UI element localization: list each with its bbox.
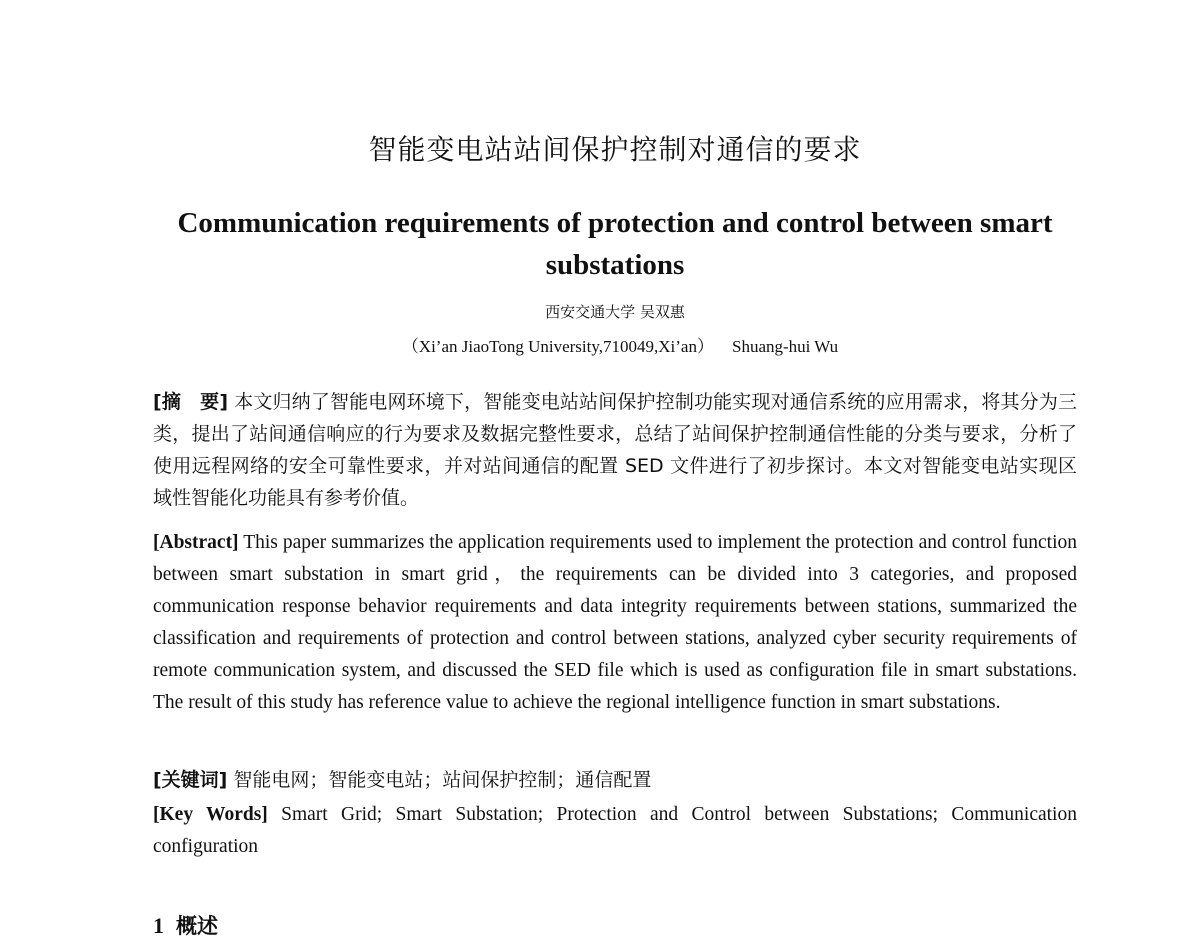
affiliation-english: （Xi’an JiaoTong University,710049,Xi’an） xyxy=(401,337,714,356)
abstract-english xyxy=(153,527,1077,719)
keywords-chinese xyxy=(153,764,1077,796)
keywords-chinese-label: [关键词] xyxy=(153,769,228,791)
abstract-english-text: This paper summarizes the application requirements used to implement the protection and control function between smart substation in smart grid，the requirements can be divided into 3 categories, and proposed communication response behavior requirements and data integrity requirements between stations, summarized the classification and requirements of protection and control between stations, analyzed cyber security requirements of remote communication system, and discussed the SED file which is used as configuration file in smart substations. The result of this study has reference value to achieve the regional intelligence function in smart substations. xyxy=(153,532,1077,713)
abstract-english-label: [Abstract] xyxy=(153,532,239,553)
keywords-english-text: Smart Grid; Smart Substation; Protection and Control between Substations; Communication configuration xyxy=(153,804,1077,857)
keywords-english-label: [Key Words] xyxy=(153,804,268,825)
abstract-chinese-label: [摘 要] xyxy=(153,391,228,413)
section-heading xyxy=(153,910,218,940)
keywords-chinese-text: 智能电网；智能变电站；站间保护控制；通信配置 xyxy=(233,769,652,791)
abstract-chinese-text: 本文归纳了智能电网环境下，智能变电站站间保护控制功能实现对通信系统的应用需求，将其分为三类，提出了站间通信响应的行为要求及数据完整性要求，总结了站间保护控制通信性能的分类与要求，分析了使用远程网络的安全可靠性要求，并对站间通信的配置 SED 文件进行了初步探讨。本文对智能变电站实现区域性智能化功能具有参考价值。 xyxy=(153,391,1077,509)
keywords-english xyxy=(153,799,1077,863)
affiliation-line xyxy=(0,332,1200,357)
author-chinese: 西安交通大学 吴双惠 xyxy=(545,303,685,321)
title-english: Communication requirements of protection and control between smart substations xyxy=(177,207,1053,281)
abstract-chinese xyxy=(153,386,1077,514)
author-english: Shuang-hui Wu xyxy=(731,337,839,356)
section-number: 1 xyxy=(153,913,164,938)
section-title: 概述 xyxy=(176,914,218,938)
title-chinese: 智能变电站站间保护控制对通信的要求 xyxy=(368,133,862,166)
